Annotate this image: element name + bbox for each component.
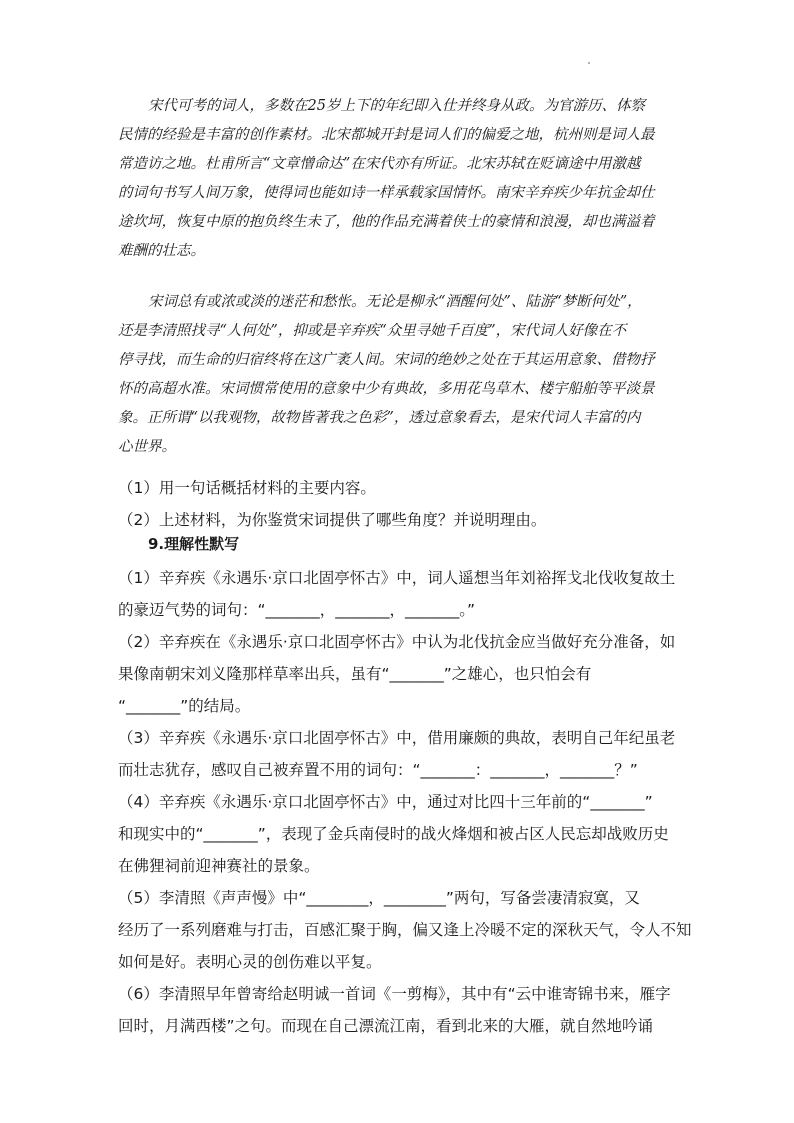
passage-line: 民情的经验是丰富的创作素材。北宋都城开封是词人们的偏爱之地，杭州则是词人最: [118, 127, 655, 143]
dictation-q6: 回时，月满西楼”之句。而现在自己漂流江南，看到北来的大雁，就自然地吟诵: [118, 1017, 654, 1035]
question-1: （1）用一句话概括材料的主要内容。: [118, 479, 376, 497]
passage-paragraph-2: [118, 288, 690, 462]
passage-line: 常造访之地。杜甫所言“文章憎命达”在宋代亦有所证。北宋苏轼在贬谪途中用激越: [118, 156, 641, 172]
passage-questions: [118, 472, 690, 536]
passage-paragraph-1: [118, 92, 690, 266]
dictation-q4: 在佛狸祠前迎神赛社的景象。: [118, 857, 320, 875]
section-9-title: 9.理解性默写: [148, 535, 240, 553]
passage-line: 心世界。: [118, 439, 176, 455]
dictation-q5: 如何是好。表明心灵的创伤难以平复。: [118, 953, 382, 971]
passage-line: 停寻找，而生命的归宿终将在这广袤人间。宋词的绝妙之处在于其运用意象、借物抒: [118, 352, 655, 368]
passage-line: 宋代可考的词人，多数在25岁上下的年纪即入仕并终身从政。为官游历、体察: [148, 98, 645, 114]
passage-line: 的词句书写人间万象，使得词也能如诗一样承载家国情怀。南宋辛弃疾少年抗金却仕: [118, 185, 655, 201]
dictation-q5: 经历了一系列磨难与打击，百感汇聚于胸，偏又逢上冷暖不定的深秋天气，令人不知: [118, 921, 692, 939]
dictation-q4: 和现实中的“_______”，表现了金兵南侵时的战火烽烟和被占区人民忘却战败历史: [118, 825, 669, 843]
dictation-q5: （5）李清照《声声慢》中“________，________”两句，写备尝凄清寂寞，又: [118, 889, 640, 907]
dictation-q3: （3）辛弃疾《永遇乐·京口北固亭怀古》中，借用廉颇的典故，表明自己年纪虽老: [118, 729, 676, 747]
dictation-q3: 而壮志犹存，感叹自己被弃置不用的词句：“_______：_______，_______？”: [118, 761, 638, 779]
passage-line: 象。正所谓“以我观物，故物皆著我之色彩”，透过意象看去，是宋代词人丰富的内: [118, 410, 641, 426]
dictation-q6: （6）李清照早年曾寄给赵明诚一首词《一剪梅》，其中有“云中谁寄锦书来，雁字: [118, 985, 671, 1003]
question-2: （2）上述材料，为你鉴赏宋词提供了哪些角度？并说明理由。: [118, 511, 547, 529]
passage-line: 还是李清照找寻“人何处”，抑或是辛弃疾“众里寻她千百度”，宋代词人好像在不: [118, 323, 627, 339]
dictation-q2: “_______”的结局。: [118, 697, 251, 715]
passage-line: 怀的高超水准。宋词惯常使用的意象中少有典故，多用花鸟草木、楼宇船舶等平淡景: [118, 381, 655, 397]
passage-line: 途坎坷，恢复中原的抱负终生未了，他的作品充满着侠士的豪情和浪漫，却也满溢着: [118, 214, 655, 230]
passage-line: 宋词总有或浓或淡的迷茫和愁怅。无论是柳永“酒醒何处”、陆游“梦断何处”，: [148, 294, 642, 310]
dictation-q4: （4）辛弃疾《永遇乐·京口北固亭怀古》中，通过对比四十三年前的“_______”: [118, 793, 653, 811]
dictation-q1: 的豪迈气势的词句：“_______，_______，_______。”: [118, 601, 476, 619]
dictation-q2: （2）辛弃疾在《永遇乐·京口北固亭怀古》中认为北伐抗金应当做好充分准备，如: [118, 633, 676, 651]
dictation-q2: 果像南朝宋刘义隆那样草率出兵，虽有“_______”之雄心，也只怕会有: [118, 665, 592, 683]
section-9-questions: [118, 562, 690, 1042]
dictation-q1: （1）辛弃疾《永遇乐·京口北固亭怀古》中，词人遥想当年刘裕挥戈北伐收复故土: [118, 569, 676, 587]
page-mark: [588, 62, 590, 64]
passage-line: 难酬的壮志。: [118, 243, 205, 259]
